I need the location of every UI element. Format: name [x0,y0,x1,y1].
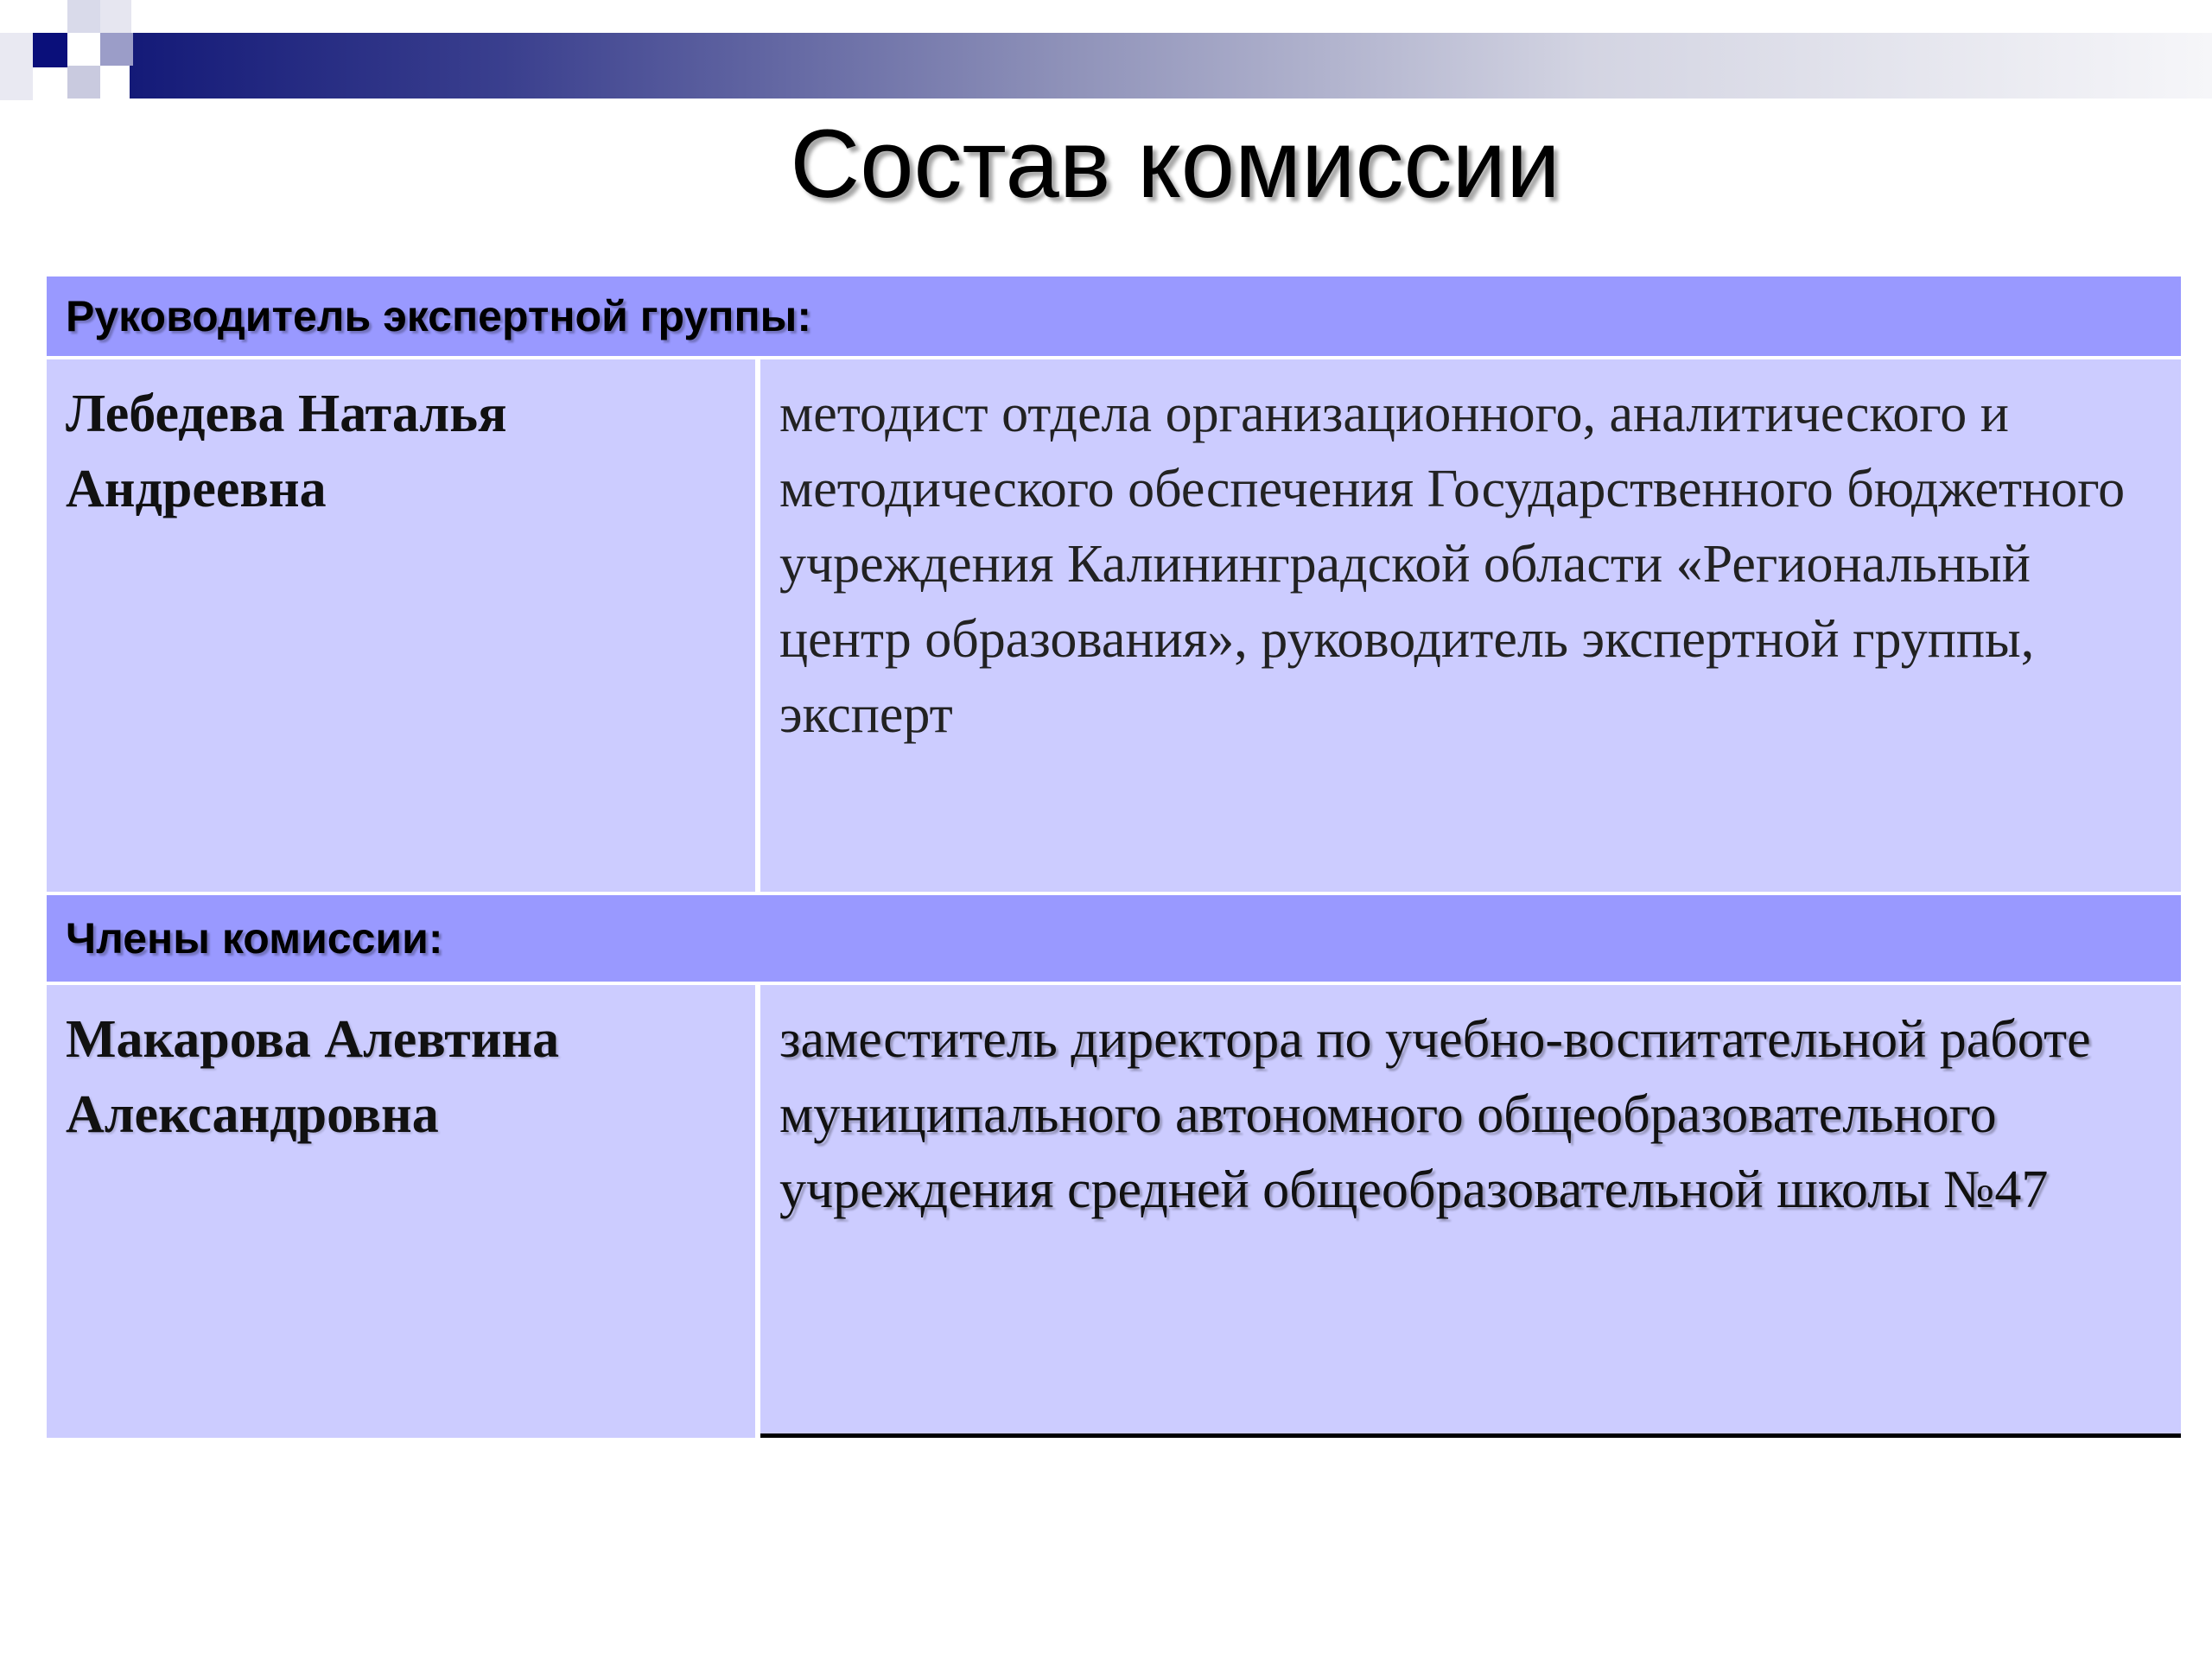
commission-table [47,276,2181,1438]
section-header-members: Члены комиссии: [47,895,2181,982]
section-header-row [47,895,2181,985]
decor-square [0,33,33,100]
section-header-row [47,276,2181,359]
member-description: заместитель директора по учебно-воспитательной работе муниципального автономного общеобразовательного учреждения средней общеобразовательной школы №47 [760,985,2181,1438]
member-name: Макарова Алевтина Александровна [47,985,760,1438]
decor-square [100,33,133,66]
table-row [47,359,2181,895]
section-header-leader: Руководитель экспертной группы: [47,276,2181,356]
decor-square [67,66,100,99]
member-description: методист отдела организационного, аналитического и методического обеспечения Государственного бюджетного учреждения Калининградской области «Региональный центр образования», руководитель экспертной группы, эксперт [760,359,2181,892]
slide-title: Состав комиссии [790,110,1560,218]
table-row [47,985,2181,1438]
decor-square [100,0,131,33]
decor-square [67,0,100,33]
decor-square [0,0,67,33]
decor-square [33,33,67,67]
member-name: Лебедева Наталья Андреевна [47,359,760,892]
header-gradient-band [130,33,2212,99]
